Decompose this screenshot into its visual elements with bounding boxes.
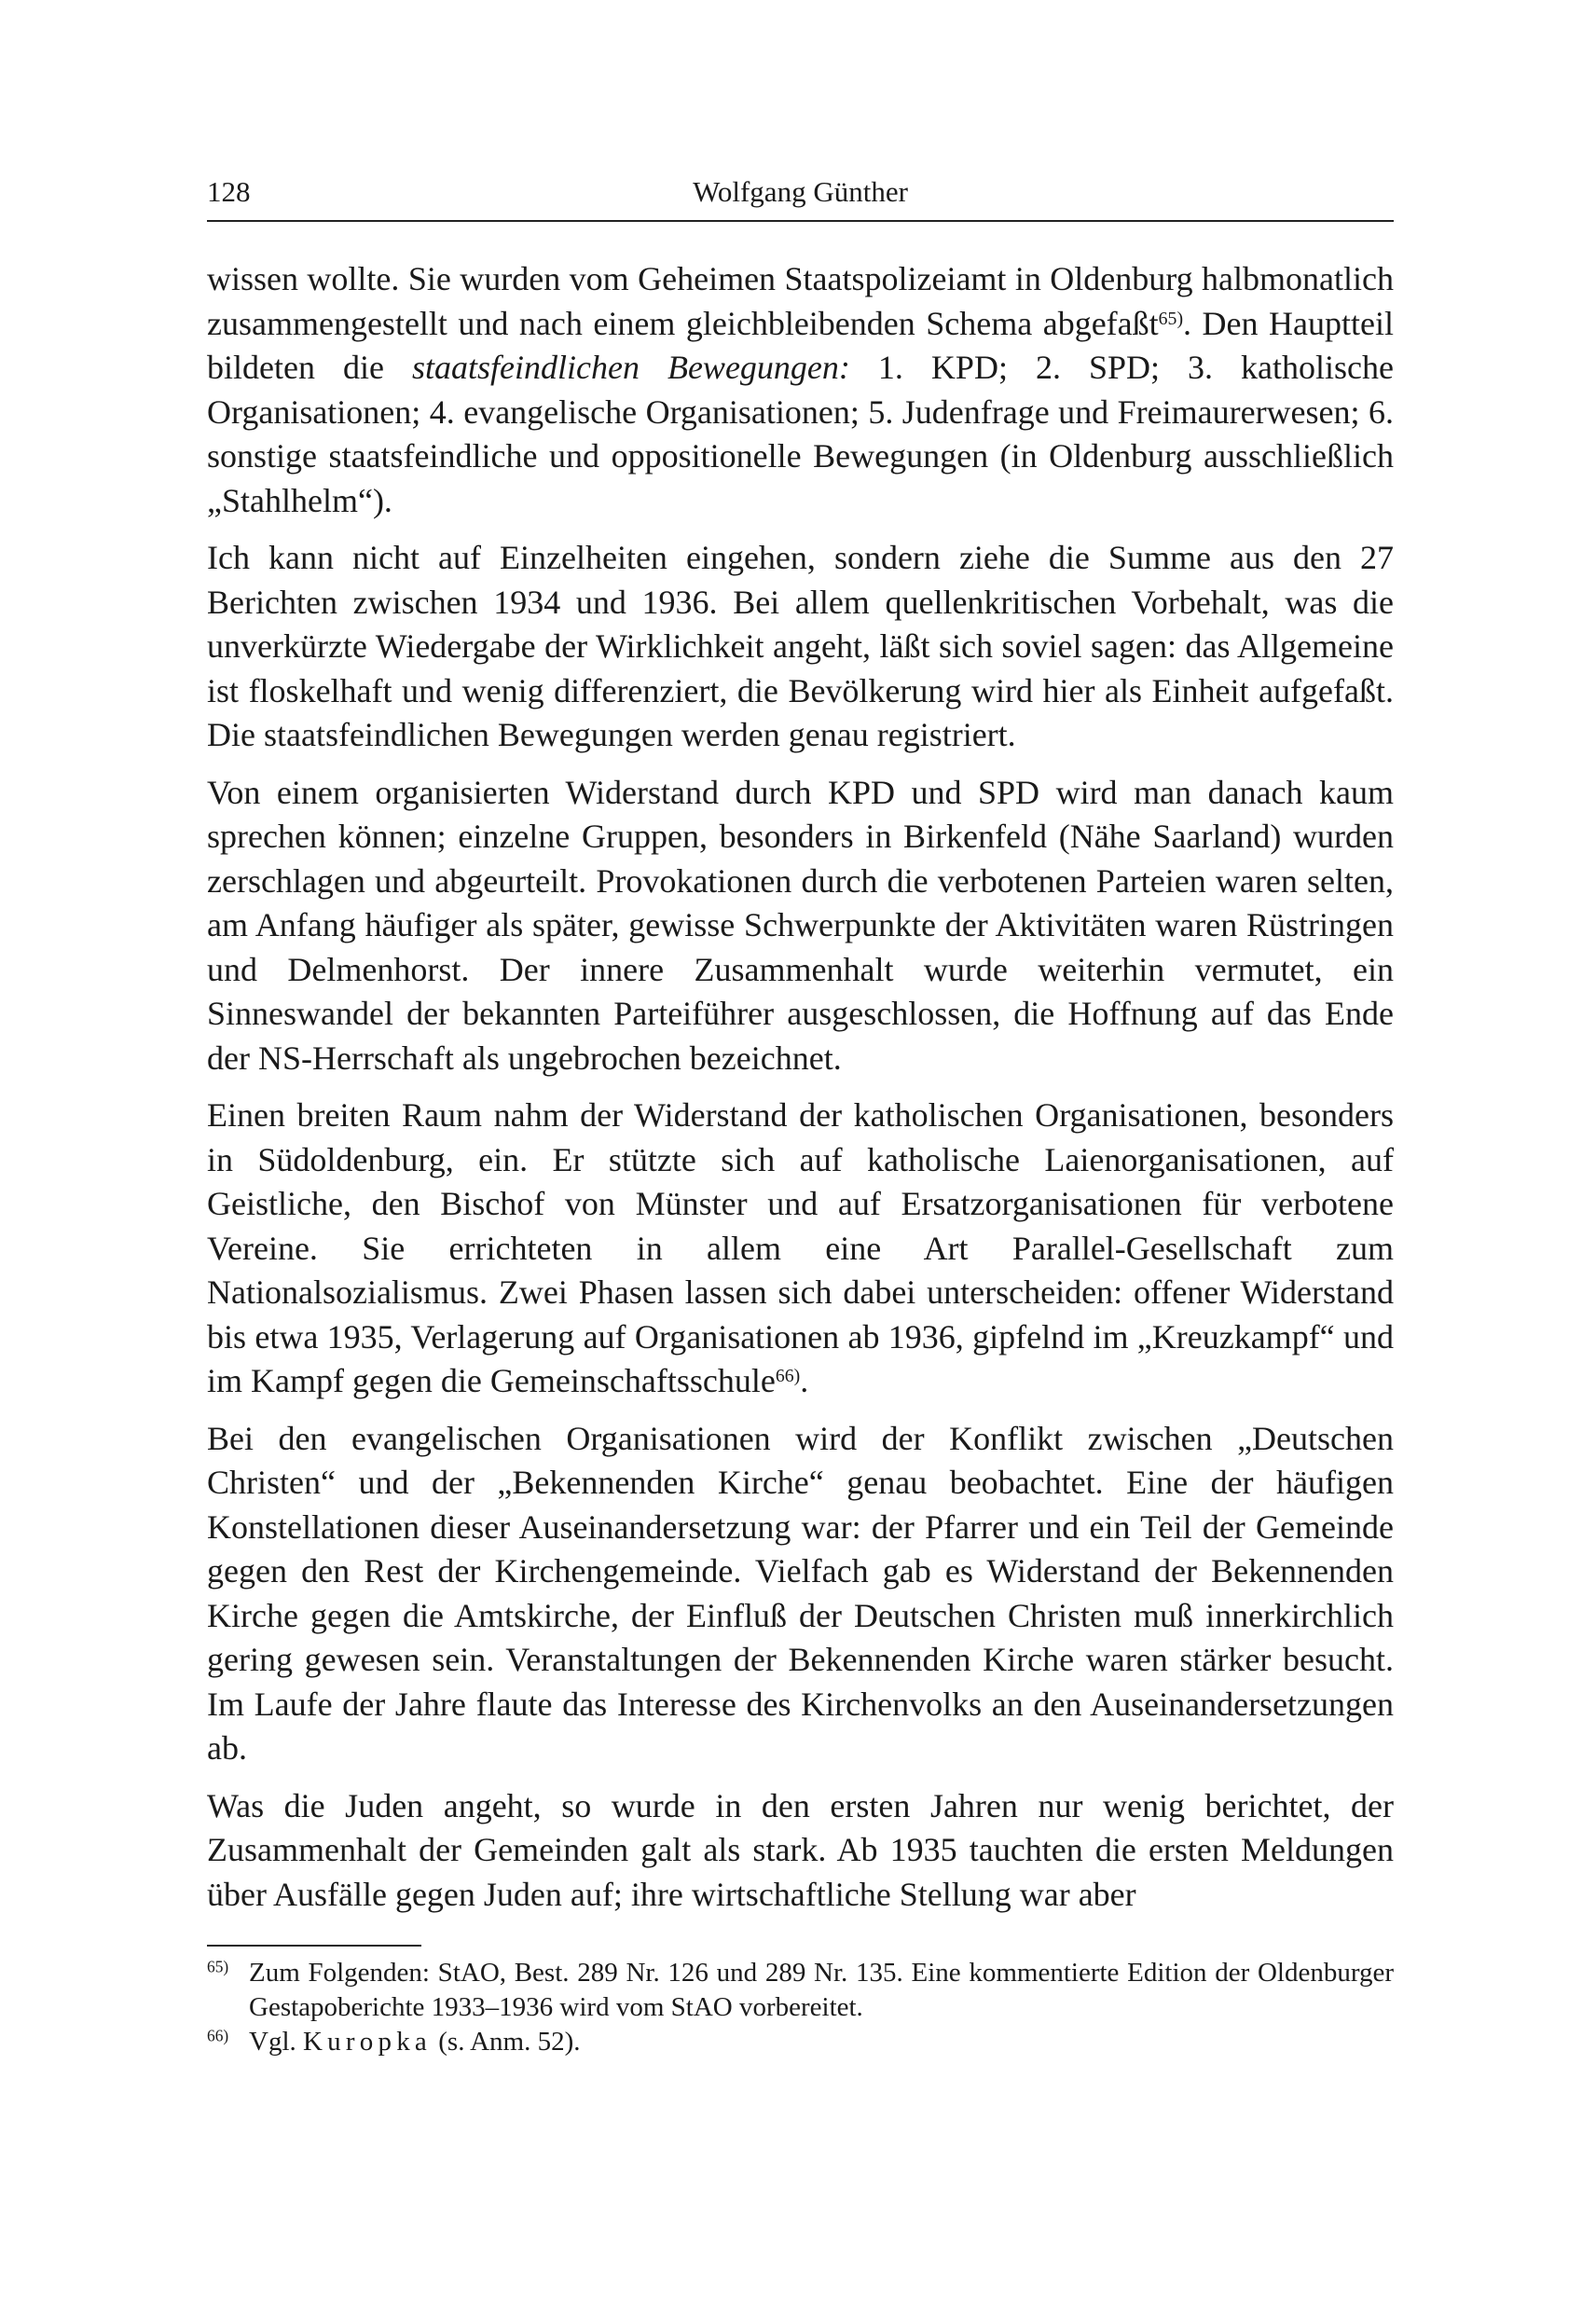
text-run: Ich kann nicht auf Einzelheiten eingehen, sondern ziehe die Summe aus den 27 Berichten zwischen 1934 und 1936. Bei allem quellenkritischen Vorbehalt, was die unverkürzte Wiedergabe der Wirklichkeit angeht, läßt sich soviel sagen: das Allgemeine ist floskelhaft und wenig differenziert, die Bevölkerung wird hier als Einheit aufgefaßt. Die staatsfeindlichen Bewegungen werden genau registriert. [207,539,1394,753]
text-run: Einen breiten Raum nahm der Widerstand der katholischen Organisationen, besonders in Südoldenburg, ein. Er stützte sich auf katholische Laienorganisationen, auf Geistliche, den Bischof von Münster und auf Ersatzorganisationen für verbotene Vereine. Sie errichteten in allem eine Art Parallel-Gesellschaft zum Nationalsozialismus. Zwei Phasen lassen sich dabei unterscheiden: offener Widerstand bis etwa 1935, Verlagerung auf Organisationen ab 1936, gipfelnd im „Kreuzkampf“ und im Kampf gegen die Gemeinschaftsschule [207,1096,1394,1399]
footnote-mark [207,2025,228,2059]
footnote-reference: 65) [1158,308,1184,329]
paragraph [207,1094,1394,1404]
text-run: (s. Anm. 52). [432,2027,581,2057]
text-run: Was die Juden angeht, so wurde in den ersten Jahren nur wenig berichtet, der Zusammenhalt der Gemeinden galt als stark. Ab 1935 tauchten die ersten Meldungen über Ausfälle gegen Juden auf; ihre wirtschaftliche Stellung war aber [207,1786,1394,1913]
footnote-mark [207,1956,228,1990]
footnote [207,2025,1394,2059]
text-run: Bei den evangelischen Organisationen wird der Konflikt zwischen „Deutschen Christen“ und der „Bekennenden Kirche“ genau beobachtet. Eine der häufigen Konstellationen dieser Auseinandersetzung war: der Pfarrer und ein Teil der Gemeinde gegen den Rest der Kirchengemeinde. Vielfach gab es Widerstand der Bekennenden Kirche gegen die Amtskirche, der Einfluß der Deutschen Christen muß innerkirchlich gering gewesen sein. Veranstaltungen der Bekennenden Kirche waren stärker besucht. Im Laufe der Jahre flaute das Interesse des Kirchenvolks an den Auseinandersetzungen ab. [207,1419,1394,1767]
header-rule [207,220,1394,222]
main-text [207,257,1394,1917]
footnote [207,1956,1394,2025]
paragraph [207,1417,1394,1771]
text-run: . Den Hauptteil bildeten die [207,304,1394,386]
text-run: Vgl. [249,2027,303,2057]
page-header [207,173,1394,211]
footnotes [207,1956,1394,2059]
text-run: wissen wollte. Sie wurden vom Geheimen Staatspolizeiamt in Oldenburg halbmonatlich zusammengestellt und nach einem gleichbleibenden Schema abgefaßt [207,260,1394,342]
text-run: 1. KPD; 2. SPD; 3. katholische Organisationen; 4. evangelische Organisationen; 5. Judenfrage und Freimaurerwesen; 6. sonstige staatsfeindliche und oppositionelle Bewegungen (in Oldenburg ausschließlich „Stahlhelm“). [207,349,1395,519]
footnote-rule [207,1945,421,1947]
paragraph [207,257,1394,523]
paragraph [207,536,1394,758]
footnote-reference: 66) [775,1366,801,1387]
text-run: Zum Folgenden: StAO, Best. 289 Nr. 126 und 289 Nr. 135. Eine kommentierte Edition der Oldenburger Gestapoberichte 1933–1936 wird vom StAO vorbereitet. [249,1958,1394,2022]
text-run: Von einem organisierten Widerstand durch KPD und SPD wird man danach kaum sprechen können; einzelne Gruppen, besonders in Birkenfeld (Nähe Saarland) wurden zerschlagen und abgeurteilt. Provokationen durch die verbotenen Parteien waren selten, am Anfang häufiger als später, gewisse Schwerpunkte der Aktivitäten waren Rüstringen und Delmenhorst. Der innere Zusammenhalt wurde weiterhin vermutet, ein Sinneswandel der bekannten Parteiführer ausgeschlossen, die Hoffnung auf das Ende der NS-Herrschaft als ungebrochen bezeichnet. [207,773,1394,1077]
paragraph [207,771,1394,1081]
paragraph [207,1784,1394,1918]
footnote-number: 65) [207,1957,229,1976]
author-name: Kuropka [303,2027,433,2057]
italic-phrase: staatsfeindlichen Bewegungen: [411,349,850,386]
running-head: Wolfgang Günther [693,175,908,208]
footnote-number: 66) [207,2026,229,2045]
page-number: 128 [207,175,251,208]
text-run: . [800,1362,809,1399]
